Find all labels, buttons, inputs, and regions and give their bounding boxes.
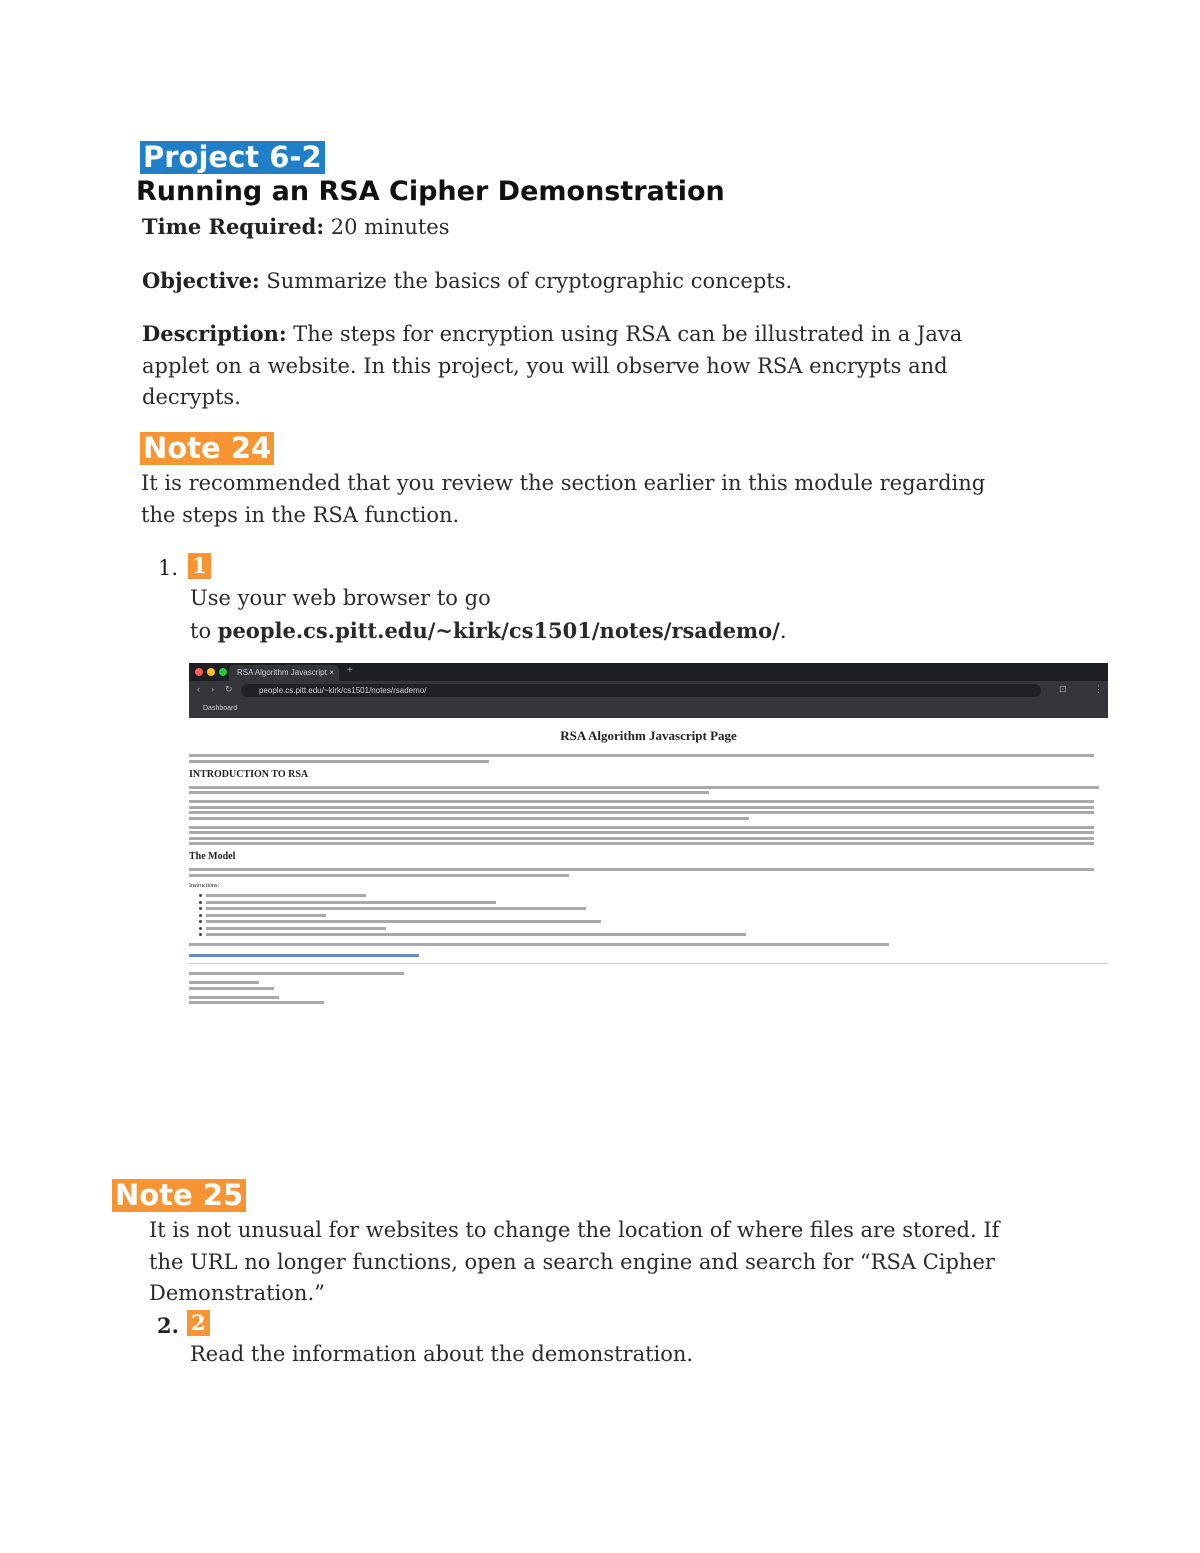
rsa-demo-url[interactable]: people.cs.pitt.edu/~kirk/cs1501/notes/rsademo/ xyxy=(217,617,780,643)
model-heading: The Model xyxy=(189,851,236,862)
note-line: the steps in the RSA function. xyxy=(141,502,460,527)
objective-label: Objective: xyxy=(142,268,260,293)
time-required-label: Time Required: xyxy=(142,214,325,239)
description-label: Description: xyxy=(142,321,287,346)
instructions-label: Instructions: xyxy=(189,882,219,889)
step-line-suffix: . xyxy=(779,618,787,643)
date-lines xyxy=(189,996,1108,1005)
description-line: decrypts. xyxy=(142,385,241,409)
note-24-badge: Note 24 xyxy=(140,432,274,465)
browser-tab-strip xyxy=(189,663,1108,681)
note-line: the URL no longer functions, open a search engine and search for “RSA Cipher xyxy=(149,1249,995,1274)
note-24-text xyxy=(141,468,1121,531)
project-title: Running an RSA Cipher Demonstration xyxy=(136,176,725,207)
divider xyxy=(189,963,1108,964)
reload-icon[interactable]: ↻ xyxy=(225,684,233,694)
menu-icon[interactable]: ⋮ xyxy=(1094,684,1103,694)
step-1-number: 1. xyxy=(158,556,179,580)
note-25-badge: Note 25 xyxy=(112,1179,246,1212)
address-bar[interactable]: people.cs.pitt.edu/~kirk/cs1501/notes/rsademo/ xyxy=(241,684,1041,697)
description-line: applet on a website. In this project, you will observe how RSA encrypts and xyxy=(142,353,948,378)
step-line: Use your web browser to go xyxy=(190,586,491,610)
maximize-dot-icon xyxy=(219,668,227,676)
new-tab-icon[interactable]: + xyxy=(347,665,353,676)
rsa-page-content xyxy=(189,718,1108,1004)
step-2-number: 2. xyxy=(157,1313,179,1338)
objective xyxy=(142,265,792,298)
browser-tab[interactable] xyxy=(229,665,339,681)
note-25-text xyxy=(149,1215,1149,1310)
time-required xyxy=(142,211,450,244)
close-dot-icon xyxy=(195,668,203,676)
objective-text: Summarize the basics of cryptographic concepts. xyxy=(259,269,793,293)
rsa-page-title: RSA Algorithm Javascript Page xyxy=(560,728,737,743)
project-badge: Project 6-2 xyxy=(140,141,325,174)
tab-close-icon[interactable]: × xyxy=(329,668,334,677)
intro-paragraph-3 xyxy=(189,826,1108,846)
model-paragraph xyxy=(189,868,1108,877)
extensions-icon[interactable]: ⊡ xyxy=(1059,684,1067,694)
tab-label: RSA Algorithm Javascript xyxy=(237,668,327,677)
description xyxy=(142,318,1102,414)
browser-screenshot xyxy=(189,663,1108,1131)
back-icon[interactable]: ‹ xyxy=(197,684,200,694)
step-2-tag: 2 xyxy=(187,1310,210,1336)
description-line: The steps for encryption using RSA can be illustrated in a Java xyxy=(286,322,963,346)
author-lines xyxy=(189,981,1108,990)
time-required-value: 20 minutes xyxy=(324,215,450,239)
remember-paragraph xyxy=(189,943,1108,946)
browser-toolbar xyxy=(189,681,1108,700)
intro-heading: INTRODUCTION TO RSA xyxy=(189,768,309,780)
bookmark-item[interactable]: Dashboard xyxy=(203,705,238,712)
step-line-prefix: to xyxy=(190,618,218,643)
welcome-paragraph xyxy=(189,754,1108,763)
instructions-list xyxy=(199,893,1108,939)
note-line: Demonstration.” xyxy=(149,1281,325,1305)
note-line: It is not unusual for websites to change the location of where files are stored. If xyxy=(149,1218,1000,1242)
instruction-item xyxy=(199,932,1108,939)
minimize-dot-icon xyxy=(207,668,215,676)
note-line: It is recommended that you review the section earlier in this module regarding xyxy=(141,471,986,495)
intro-paragraph-1 xyxy=(189,786,1108,795)
step-1-text xyxy=(190,583,1090,647)
step-2-text: Read the information about the demonstration. xyxy=(190,1342,694,1366)
step-1-tag: 1 xyxy=(188,553,211,579)
forward-icon[interactable]: › xyxy=(211,684,214,694)
proceed-link-line xyxy=(189,954,1108,957)
bookmarks-bar xyxy=(189,700,1108,718)
intro-paragraph-2 xyxy=(189,800,1108,820)
more-info-line xyxy=(189,972,1108,975)
